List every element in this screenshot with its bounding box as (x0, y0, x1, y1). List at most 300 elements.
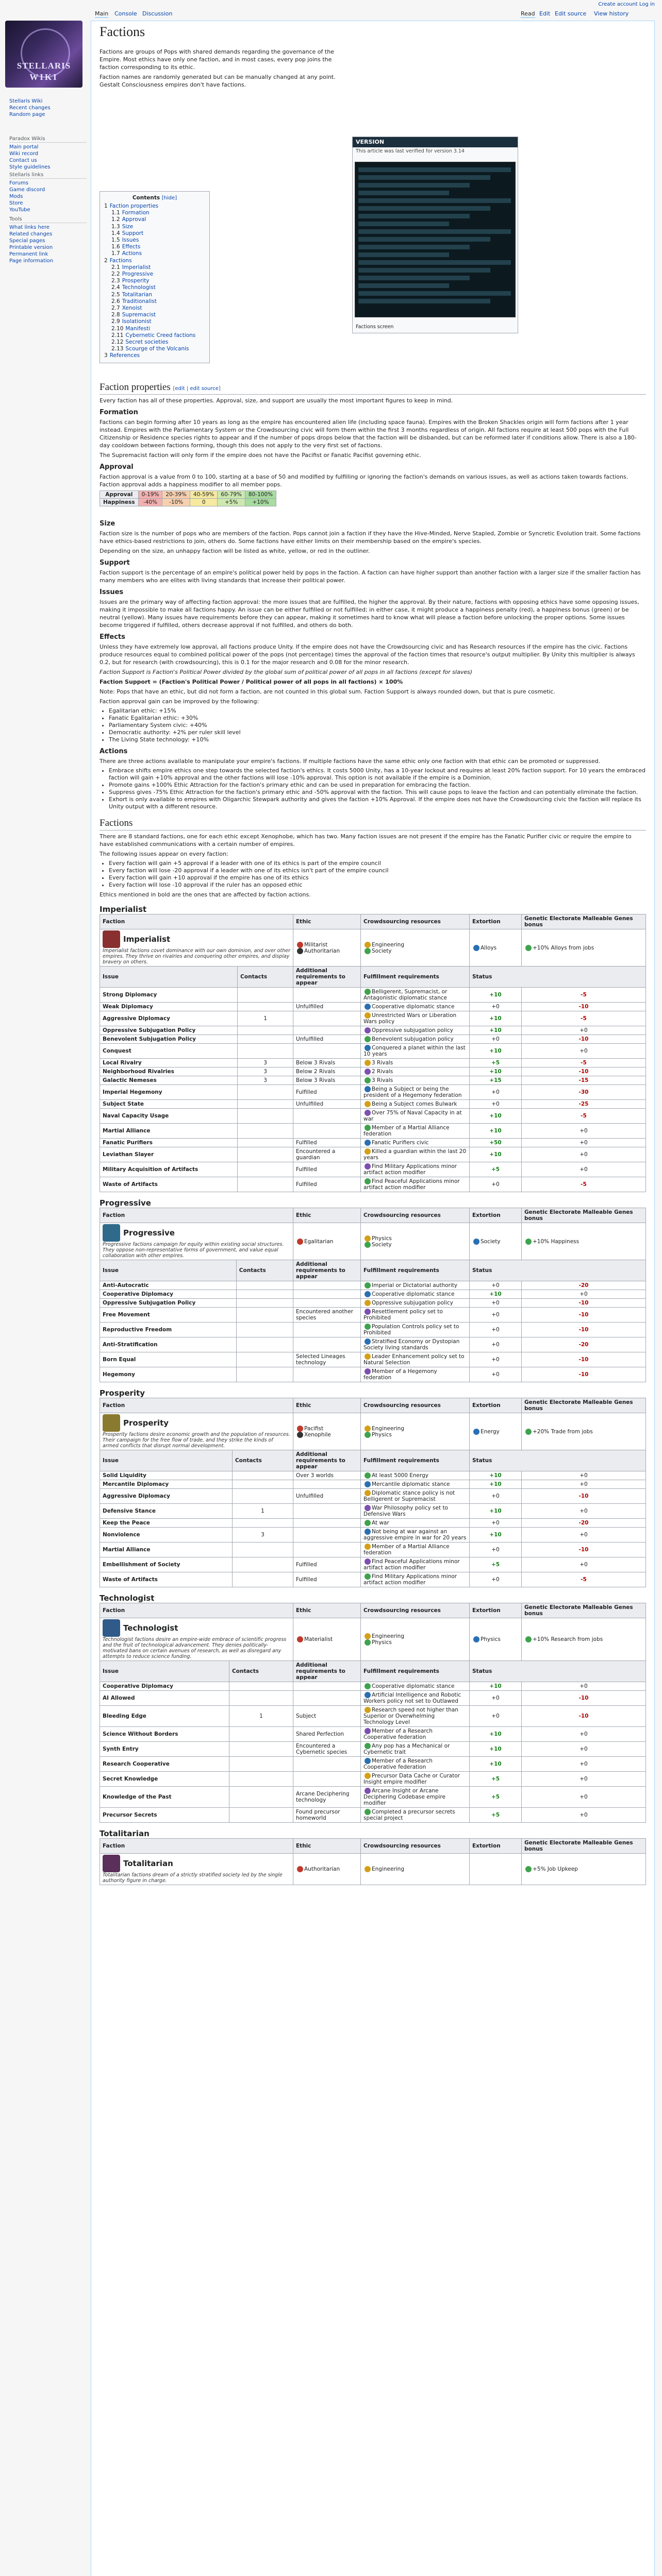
toc-entry-label: Progressive (122, 271, 154, 278)
requirement-icon (365, 1060, 371, 1066)
resource-icon (365, 1432, 371, 1438)
nav-link[interactable]: Special pages (9, 238, 45, 244)
approval-fulfilled: +10 (470, 1757, 522, 1772)
fulfillment-requirement (361, 1528, 470, 1543)
toc-entry[interactable] (104, 230, 205, 237)
faction-column-header: Genetic Electorate Malleable Genes bonus (522, 1603, 646, 1618)
toc-entry-number: 2.5 (111, 291, 120, 298)
tab-console[interactable]: Console (114, 10, 137, 17)
toc-entry[interactable] (104, 210, 205, 216)
toc-entry-label: Factions (109, 257, 132, 264)
table-row (100, 1528, 646, 1543)
requirement-text: Find Military Applications minor artifact action modifier (363, 1163, 457, 1176)
approval-range: 0-19% (138, 491, 162, 499)
faction-column-header: Genetic Electorate Malleable Genes bonus (522, 914, 646, 929)
requirement-text: Benevolent subjugation policy (372, 1036, 454, 1042)
nav-link[interactable]: Permanent link (9, 251, 48, 257)
requirement-icon (365, 1773, 371, 1779)
nav-link[interactable]: Printable version (9, 245, 53, 250)
approval-fulfilled: +10 (470, 1026, 522, 1035)
toc-entry[interactable] (104, 339, 205, 346)
faction-info-cell (470, 929, 522, 967)
toc-entry-number: 1 (104, 203, 108, 209)
approval-fulfilled: +5 (470, 1787, 522, 1808)
contacts-count (236, 1352, 293, 1367)
resource-icon (525, 945, 532, 951)
approval-unfulfilled: -10 (522, 1067, 646, 1076)
table-row (100, 1572, 646, 1587)
screenshot-row (358, 206, 490, 211)
faction-info-cell (361, 1413, 470, 1450)
toc-entry-number: 2.6 (111, 298, 120, 304)
issue-name: Waste of Artifacts (100, 1572, 233, 1587)
screenshot-row (358, 237, 490, 242)
nav-group-heading: Paradox Wikis (9, 136, 87, 143)
toc-entry-label: Issues (122, 237, 139, 244)
screenshot-row (358, 245, 470, 249)
faction-name: Totalitarian (123, 1859, 173, 1868)
issue-column-header: Status (470, 1661, 646, 1682)
approval-unfulfilled: +0 (522, 1290, 646, 1299)
toc-entry[interactable] (104, 258, 205, 264)
tab-edit[interactable]: Edit (539, 10, 551, 17)
faction-info-cell (522, 1854, 646, 1885)
contacts-count (232, 1543, 293, 1557)
approval-unfulfilled: +0 (522, 1742, 646, 1757)
resource-icon (297, 948, 303, 954)
approval-unfulfilled: -10 (522, 1367, 646, 1382)
approval-unfulfilled: -5 (522, 1011, 646, 1026)
toc-entry[interactable] (104, 284, 205, 291)
faction-column-header: Genetic Electorate Malleable Genes bonus (522, 1839, 646, 1854)
tab-discussion[interactable]: Discussion (142, 10, 173, 17)
faction-info-value: +10% Happiness (533, 1238, 580, 1245)
toc-entry[interactable] (104, 352, 205, 359)
toc-entry-label: Prosperity (122, 278, 150, 284)
additional-requirement (293, 1682, 361, 1691)
approval-fulfilled: +10 (470, 1124, 522, 1139)
faction-info-cell (293, 1223, 361, 1260)
approval-fulfilled: +5 (470, 1772, 522, 1787)
effects-paragraph: Faction Support is Faction's Political Power divided by the global sum of political power of all pops in all factions (except for slaves) (100, 669, 473, 675)
nav-link[interactable]: YouTube (9, 207, 30, 213)
contacts-count (238, 1003, 293, 1011)
additional-requirement: Below 3 Rivals (293, 1076, 361, 1085)
issue-name: Subject State (100, 1100, 238, 1109)
faction-description: Prosperity factions desire economic growth and the population of resources. Their campaign for the free flow of trade, and they strike the kinds of armed conflicts that disrupt normal development. (103, 1432, 290, 1449)
nav-link[interactable]: Mods (9, 194, 23, 199)
toc-entry-label: Faction properties (109, 203, 159, 209)
tab-edit-source[interactable]: Edit source (555, 10, 587, 17)
nav-link[interactable]: Recent changes (9, 105, 51, 111)
requirement-text: Cooperative diplomatic stance (372, 1291, 455, 1297)
toc-title: Contents (132, 195, 160, 201)
screenshot-row (358, 252, 449, 257)
table-row (100, 988, 646, 1003)
issue-name: Free Movement (100, 1308, 237, 1323)
table-row (100, 1471, 646, 1480)
requirement-text: Belligerent, Supremacist, or Antagonistic diplomatic stance (363, 989, 448, 1001)
faction-column-header: Extortion (470, 1603, 522, 1618)
approval-unfulfilled: +0 (522, 1787, 646, 1808)
approval-unfulfilled: -10 (522, 1489, 646, 1504)
additional-requirement (293, 988, 361, 1003)
toc-entry-number: 1.7 (111, 250, 120, 257)
toc-entry-label: Size (122, 223, 134, 230)
issue-name: Neighborhood Rivalries (100, 1067, 238, 1076)
table-row (100, 1742, 646, 1757)
issue-name: Local Rivalry (100, 1059, 238, 1067)
wiki-logo[interactable] (5, 21, 82, 88)
faction-name: Progressive (123, 1228, 175, 1238)
toc-entry[interactable] (104, 216, 205, 223)
screenshot-row (358, 198, 511, 203)
additional-requirement: Below 3 Rivals (293, 1059, 361, 1067)
requirement-icon (365, 1743, 371, 1749)
toc-entry-label: Manifesti (125, 325, 151, 332)
additional-requirement (293, 1691, 361, 1706)
nav-link[interactable]: Main portal (9, 144, 39, 150)
contacts-count (236, 1290, 293, 1299)
tab-main[interactable]: Main (95, 10, 109, 17)
table-row (100, 1557, 646, 1572)
nav-link[interactable]: Store (9, 200, 23, 206)
toc-entry-number: 2.10 (111, 325, 124, 332)
additional-requirement (293, 1757, 361, 1772)
approval-paragraph: Faction approval is a value from 0 to 100, starting at a base of 50 and modified by fulfilling or ignoring the faction's demands on various issues, as well as actions taken towards factions. Faction approval adds a happiness modifier to all member pops. (100, 473, 628, 488)
faction-column-header: Extortion (470, 1839, 522, 1854)
toc-entry-number: 1.6 (111, 244, 120, 250)
screenshot-row (358, 268, 490, 273)
issue-name: Cooperative Diplomacy (100, 1682, 229, 1691)
happiness-value: -40% (138, 499, 162, 506)
version-infobox (352, 137, 518, 333)
additional-requirement: Selected Lineages technology (293, 1352, 361, 1367)
additional-requirement (293, 1044, 361, 1059)
issue-name: Precursor Secrets (100, 1808, 229, 1823)
toc-entry[interactable] (104, 244, 205, 250)
issue-name: Solid Liquidity (100, 1471, 233, 1480)
toc-entry[interactable] (104, 292, 205, 298)
resource-icon (525, 1636, 532, 1642)
approval-fulfilled: +10 (470, 1504, 522, 1519)
issue-name: Military Acquisition of Artifacts (100, 1162, 238, 1177)
intro (100, 46, 342, 91)
fulfillment-requirement (361, 1543, 470, 1557)
fulfillment-requirement (361, 1808, 470, 1823)
issue-name: Born Equal (100, 1352, 237, 1367)
common-issue-item: • Every faction will lose -10 approval if the ruler has an opposed ethic (109, 882, 646, 889)
toc-entry[interactable] (104, 298, 205, 305)
fulfillment-requirement (361, 1290, 470, 1299)
requirement-text: Cooperative diplomatic stance (372, 1683, 455, 1689)
screenshot-caption: Factions screen (356, 324, 394, 330)
additional-requirement: Below 2 Rivals (293, 1067, 361, 1076)
approval-unfulfilled: +0 (522, 1162, 646, 1177)
additional-requirement: Unfulfilled (293, 1489, 361, 1504)
issue-name: Naval Capacity Usage (100, 1109, 238, 1124)
table-row (100, 1352, 646, 1367)
faction-column-header: Ethic (293, 1208, 361, 1223)
happiness-value: +10% (245, 499, 276, 506)
faction-description: Imperialist factions covet dominance with our own dominion, and over other empires. They thrive on rivalries and conquering other empires, and display bravery on others. (103, 948, 290, 965)
toc-hide-link[interactable]: [hide] (161, 195, 177, 201)
resource-icon (365, 1866, 371, 1872)
toc-entry[interactable] (104, 264, 205, 271)
approval-fulfilled: +0 (470, 1177, 522, 1192)
fulfillment-requirement (361, 1352, 470, 1367)
issue-name: Knowledge of the Past (100, 1787, 229, 1808)
toc-entry[interactable] (104, 271, 205, 278)
approval-unfulfilled: +0 (522, 1026, 646, 1035)
requirement-text: Completed a precursor secrets special project (363, 1809, 455, 1821)
approval-fulfilled: +10 (470, 1727, 522, 1742)
toc-entry[interactable] (104, 224, 205, 230)
factions-screenshot[interactable] (355, 162, 516, 317)
toc-entry[interactable] (104, 312, 205, 318)
factions-note: Ethics mentioned in bold are the ones that are affected by faction actions. (100, 891, 311, 898)
issue-name: Anti-Stratification (100, 1337, 237, 1352)
fulfillment-requirement (361, 1003, 470, 1011)
issue-column-header: Contacts (238, 967, 293, 988)
additional-requirement: Subject (293, 1706, 361, 1727)
table-row (100, 1480, 646, 1489)
issue-name: Weak Diplomacy (100, 1003, 238, 1011)
nav-link[interactable]: Related changes (9, 231, 53, 237)
requirement-text: Artificial Intelligence and Robotic Workers policy not set to Outlawed (363, 1692, 461, 1704)
sidebar (0, 0, 91, 2576)
requirement-icon (365, 1140, 371, 1146)
additional-requirement: Unfulfilled (293, 1003, 361, 1011)
toc-entry[interactable] (104, 346, 205, 352)
nav-link[interactable]: Forums (9, 180, 28, 186)
toc-entry[interactable] (104, 326, 205, 332)
resource-icon (297, 1866, 303, 1872)
section-edit-links: [edit | edit source] (173, 386, 221, 392)
contacts-count: 1 (238, 1011, 293, 1026)
table-row (100, 1100, 646, 1109)
toc-entry[interactable] (104, 278, 205, 284)
issue-name: Fanatic Purifiers (100, 1139, 238, 1147)
additional-requirement: Fulfilled (293, 1162, 361, 1177)
fulfillment-requirement (361, 1471, 470, 1480)
approval-unfulfilled: -10 (522, 1352, 646, 1367)
additional-requirement: Shared Perfection (293, 1727, 361, 1742)
approval-range: 60-79% (218, 491, 245, 499)
toc-entry[interactable] (104, 250, 205, 257)
table-row (100, 1003, 646, 1011)
faction-table (100, 1208, 646, 1382)
requirement-icon (365, 1707, 371, 1713)
nav-link[interactable]: Random page (9, 112, 45, 117)
table-row (100, 1337, 646, 1352)
nav-group (9, 216, 87, 264)
approval-fulfilled: +10 (470, 1011, 522, 1026)
faction-info-value: Authoritarian (304, 1866, 340, 1872)
subsection-heading: Support (100, 559, 130, 567)
contacts-count (238, 1085, 293, 1100)
resource-icon (297, 1239, 303, 1245)
fulfillment-requirement (361, 1085, 470, 1100)
approval-unfulfilled: -5 (522, 1059, 646, 1067)
toc-entry[interactable] (104, 332, 205, 339)
toc-entry-label: Isolationist (122, 318, 152, 325)
approval-unfulfilled: -5 (522, 1177, 646, 1192)
size-paragraph: Depending on the size, an unhappy faction will be listed as white, yellow, or red in the outliner. (100, 548, 370, 554)
table-row (100, 1044, 646, 1059)
nav-link[interactable]: Page information (9, 258, 54, 264)
faction-heading: Imperialist (100, 905, 147, 914)
approval-fulfilled: +0 (470, 1367, 522, 1382)
requirement-icon (365, 1728, 371, 1734)
issue-column-header: Fulfillment requirements (361, 1450, 470, 1471)
screenshot-row (358, 299, 490, 303)
fulfillment-requirement (361, 1067, 470, 1076)
toc-entry[interactable] (104, 318, 205, 325)
faction-info-value: Society (372, 947, 392, 954)
faction-table (100, 1838, 646, 1885)
approval-fulfilled: +10 (470, 1147, 522, 1162)
approval-unfulfilled: +0 (522, 1528, 646, 1543)
fulfillment-requirement (361, 1557, 470, 1572)
table-row (100, 1085, 646, 1100)
nav-link[interactable]: Stellaris Wiki (9, 98, 43, 104)
faction-column-header: Faction (100, 1839, 293, 1854)
approval-unfulfilled: +0 (522, 1757, 646, 1772)
additional-requirement: Unfulfilled (293, 1035, 361, 1044)
fulfillment-requirement (361, 1162, 470, 1177)
nav-group (9, 136, 87, 171)
issue-column-header: Issue (100, 1661, 229, 1682)
approval-range: 80-100% (245, 491, 276, 499)
issue-column-header: Status (470, 1260, 646, 1281)
approval-fulfilled: +0 (470, 1572, 522, 1587)
requirement-text: Unrestricted Wars or Liberation Wars policy (363, 1012, 457, 1025)
toc-entry-label: Traditionalist (122, 298, 157, 304)
issue-name: Nonviolence (100, 1528, 233, 1543)
faction-info-value: Physics (372, 1639, 392, 1646)
contacts-count (232, 1519, 293, 1528)
approval-unfulfilled: +0 (522, 1727, 646, 1742)
issue-column-header: Additional requirements to appear (293, 1661, 361, 1682)
support-paragraph: Faction support is the percentage of an empire's political power held by pops in the faction. A faction can have higher support than another faction with a larger size if the smaller faction has many members who are elites with living standards that increase their political power. (100, 569, 641, 584)
requirement-text: Conquered a planet within the last 10 years (363, 1045, 466, 1057)
requirement-text: Find Peaceful Applications minor artifact action modifier (363, 1558, 460, 1571)
user-links[interactable]: Create account Log in (598, 2, 655, 7)
faction-info-cell (293, 1413, 361, 1450)
approval-fulfilled: +10 (470, 1044, 522, 1059)
approval-fulfilled: +10 (470, 1480, 522, 1489)
properties-intro: Every faction has all of these properties. Approval, size, and support are usually the most important figures to keep in mind. (100, 397, 453, 404)
toc-entry[interactable] (104, 237, 205, 244)
table-row (100, 1026, 646, 1035)
additional-requirement: Fulfilled (293, 1557, 361, 1572)
faction-heading: Prosperity (100, 1388, 145, 1398)
faction-emblem-icon (103, 1414, 120, 1432)
resource-icon (525, 1866, 532, 1872)
approval-unfulfilled: -5 (522, 1109, 646, 1124)
fulfillment-requirement (361, 1100, 470, 1109)
table-row (100, 1757, 646, 1772)
requirement-icon (365, 1045, 371, 1051)
faction-info-cell (361, 1223, 470, 1260)
resource-icon (525, 1239, 532, 1245)
subsection-heading: Formation (100, 409, 138, 416)
approval-table (100, 490, 276, 506)
requirement-text: Member of a Martial Alliance federation (363, 1544, 450, 1556)
toc-entry-number: 2.9 (111, 318, 120, 325)
nav-link[interactable]: Game discord (9, 187, 45, 193)
requirement-icon (365, 1338, 371, 1345)
fulfillment-requirement (361, 1044, 470, 1059)
section-heading: Factions (100, 818, 133, 828)
approval-fulfilled: +15 (470, 1076, 522, 1085)
edit-link[interactable]: edit (175, 386, 185, 392)
tab-history[interactable]: View history (594, 10, 629, 17)
tab-read[interactable]: Read (521, 10, 535, 17)
issue-column-header: Fulfillment requirements (361, 967, 470, 988)
screenshot-row (358, 229, 511, 234)
nav-link[interactable]: Wiki record (9, 151, 39, 157)
faction-column-header: Ethic (293, 1398, 361, 1413)
issue-name: Keep the Peace (100, 1519, 233, 1528)
resource-icon (365, 948, 371, 954)
toc-entry-number: 2.12 (111, 339, 124, 346)
requirement-icon (365, 989, 371, 995)
table-row (100, 1787, 646, 1808)
requirement-icon (365, 1788, 371, 1794)
additional-requirement (293, 1323, 361, 1337)
additional-requirement: Over 3 worlds (293, 1471, 361, 1480)
approval-fulfilled: +0 (470, 1281, 522, 1290)
nav-link[interactable]: Style guidelines (9, 164, 51, 170)
requirement-icon (365, 1027, 371, 1033)
issue-column-header: Fulfillment requirements (361, 1661, 470, 1682)
nav-link[interactable]: What links here (9, 225, 50, 230)
toc-entry[interactable] (104, 305, 205, 312)
edit-source-link[interactable]: edit source (190, 386, 219, 392)
faction-description: Totalitarian factions dream of a strictly stratified society led by the single authority figure in charge. (103, 1872, 283, 1884)
fulfillment-requirement (361, 1757, 470, 1772)
faction-info-value: +20% Trade from jobs (533, 1428, 593, 1435)
nav-link[interactable]: Contact us (9, 158, 37, 163)
requirement-icon (365, 1036, 371, 1042)
toc-entry[interactable] (104, 203, 205, 210)
table-row (100, 1808, 646, 1823)
table-row (100, 1076, 646, 1085)
faction-info-value: +5% Job Upkeep (533, 1866, 578, 1872)
fulfillment-requirement (361, 1308, 470, 1323)
table-row (100, 1067, 646, 1076)
contacts-count (229, 1787, 293, 1808)
approval-fulfilled: +0 (470, 1519, 522, 1528)
approval-unfulfilled: +0 (522, 1471, 646, 1480)
toc-entry-number: 2 (104, 257, 108, 264)
requirement-text: Arcane Insight or Arcane Deciphering Codebase empire modifier (363, 1788, 445, 1806)
requirement-text: Member of a Hegemony federation (363, 1368, 437, 1381)
toc-entry-label: Support (122, 230, 144, 236)
requirement-icon (365, 1163, 371, 1170)
toc-entry-label: Effects (122, 244, 141, 250)
faction-column-header: Genetic Electorate Malleable Genes bonus (522, 1398, 646, 1413)
requirement-text: 3 Rivals (372, 1060, 393, 1066)
additional-requirement (293, 1299, 361, 1308)
fulfillment-requirement (361, 1480, 470, 1489)
fulfillment-requirement (361, 1109, 470, 1124)
requirement-text: At war (372, 1520, 389, 1526)
additional-requirement (293, 1519, 361, 1528)
requirement-icon (365, 1282, 371, 1289)
